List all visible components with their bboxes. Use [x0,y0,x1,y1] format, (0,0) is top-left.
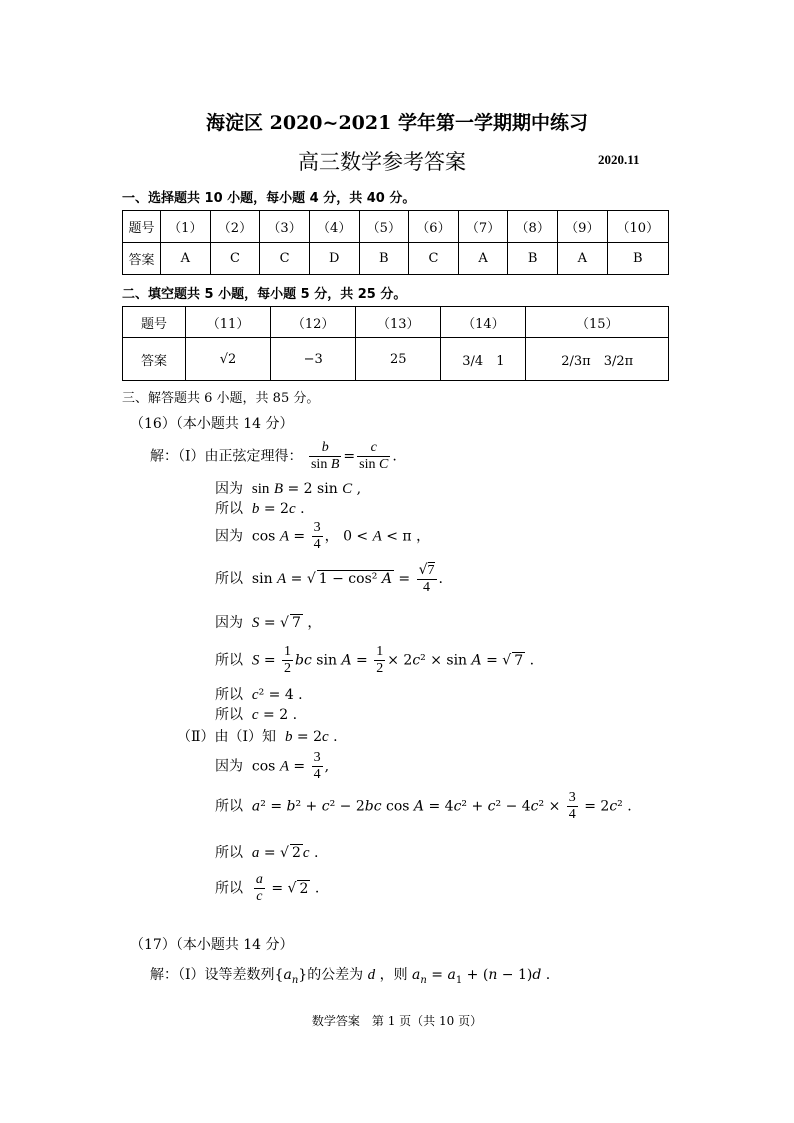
row-label: 答案 [123,243,161,275]
question-number: （10） [607,211,668,243]
row-label: 题号 [123,307,186,338]
q16-part1-intro: 解：（Ⅰ）由正弦定理得： [150,448,303,465]
q16-step: 所以 c² = 4 . [215,687,303,703]
table-row [123,338,669,381]
question-number: （8） [508,211,558,243]
date-label: 2020.11 [598,152,640,167]
table-row [123,211,669,243]
question-number: （13） [356,307,441,338]
row-label: 题号 [123,211,161,243]
q16-step: 所以 a² = b² + c² − 2bc cos A = 4c² + c² − 4c² × $\frac{3}{4}$ = 2c² . [215,790,632,822]
answer-cell: 2/3π 3/2π [526,338,669,381]
answer-cell: A [558,243,608,275]
q16-label: （16）（本小题共 14 分） [130,416,294,432]
q16-step: 因为 cos A = $\frac{3}{4}$ ， 0 < A < π ， [215,520,431,552]
question-number: （12） [271,307,356,338]
answer-cell: 3/4 1 [441,338,526,381]
question-number: （11） [186,307,271,338]
answer-cell: −3 [271,338,356,381]
question-number: （5） [359,211,409,243]
question-number: （7） [458,211,508,243]
answer-cell: B [508,243,558,275]
answer-cell: A [161,243,211,275]
q16-step: 所以 b = 2c . [215,501,305,517]
question-number: （6） [409,211,459,243]
answer-cell: √2 [186,338,271,381]
question-number: （2） [210,211,260,243]
question-number: （4） [309,211,359,243]
answer-cell: D [309,243,359,275]
section-3-heading: 三、解答题共 6 小题，共 85 分。 [122,391,320,406]
q16-step: 所以 a = √ 2 c . [215,845,319,861]
answer-cell: B [607,243,668,275]
q16-step: 所以 S = $\frac{1}{2}$ bc sin A = $\frac{1}{2}$ × 2c² × sin A = √ 7 . [215,644,535,676]
question-number: （14） [441,307,526,338]
table-row [123,307,669,338]
section-1-heading: 一、选择题共 10 小题，每小题 4 分，共 40 分。 [122,191,416,206]
q16-step: 因为 sin B = 2 sin C , [215,481,362,497]
q16-part2: （Ⅱ）由（Ⅰ）知 b = 2c . [177,729,338,745]
section-2-heading: 二、填空题共 5 小题，每小题 5 分，共 25 分。 [122,287,407,302]
q16-step: 因为 cos A = $\frac{3}{4}$ , [215,750,330,782]
answer-cell: B [359,243,409,275]
page-title: 海淀区 2020~2021 学年第一学期期中练习 [206,112,588,134]
page-subtitle: 高三数学参考答案 [298,150,466,174]
q16-step: 因为 S = √ 7 ， [215,615,322,631]
answer-cell: C [260,243,310,275]
answer-cell: C [409,243,459,275]
q16-step: 所以 c = 2 . [215,707,298,723]
fill-blank-answer-table [122,306,669,381]
page-footer: 数学答案 第 1 页（共 10 页） [311,1014,483,1028]
q16-step: 所以 $\frac{a}{c}$ = √ 2 . [215,872,320,904]
choice-answer-table [122,210,669,275]
q16-part1: 解：（Ⅰ）由正弦定理得： $\frac{b}{\text{sin B}}$ = $\frac{c}{\text{sin C}}$ . [150,440,397,472]
table-row [123,243,669,275]
formula: $\frac{b}{\text{sin B}}$ [310,440,340,472]
answer-cell: 25 [356,338,441,381]
answer-cell: A [458,243,508,275]
answer-cell: C [210,243,260,275]
q16-step: 所以 sin A = √ 1 − cos² A = $\frac{√7}{4}$ . [215,562,443,595]
question-number: （1） [161,211,211,243]
q17-label: （17）（本小题共 14 分） [130,937,294,953]
question-number: （15） [526,307,669,338]
q17-part1: 解：（Ⅰ）设等差数列$\{a_n\}$的公差为 d ，则 $a_n = a_1 + (n - 1)d$ . [150,967,551,986]
row-label: 答案 [123,338,186,381]
question-number: （9） [558,211,608,243]
question-number: （3） [260,211,310,243]
